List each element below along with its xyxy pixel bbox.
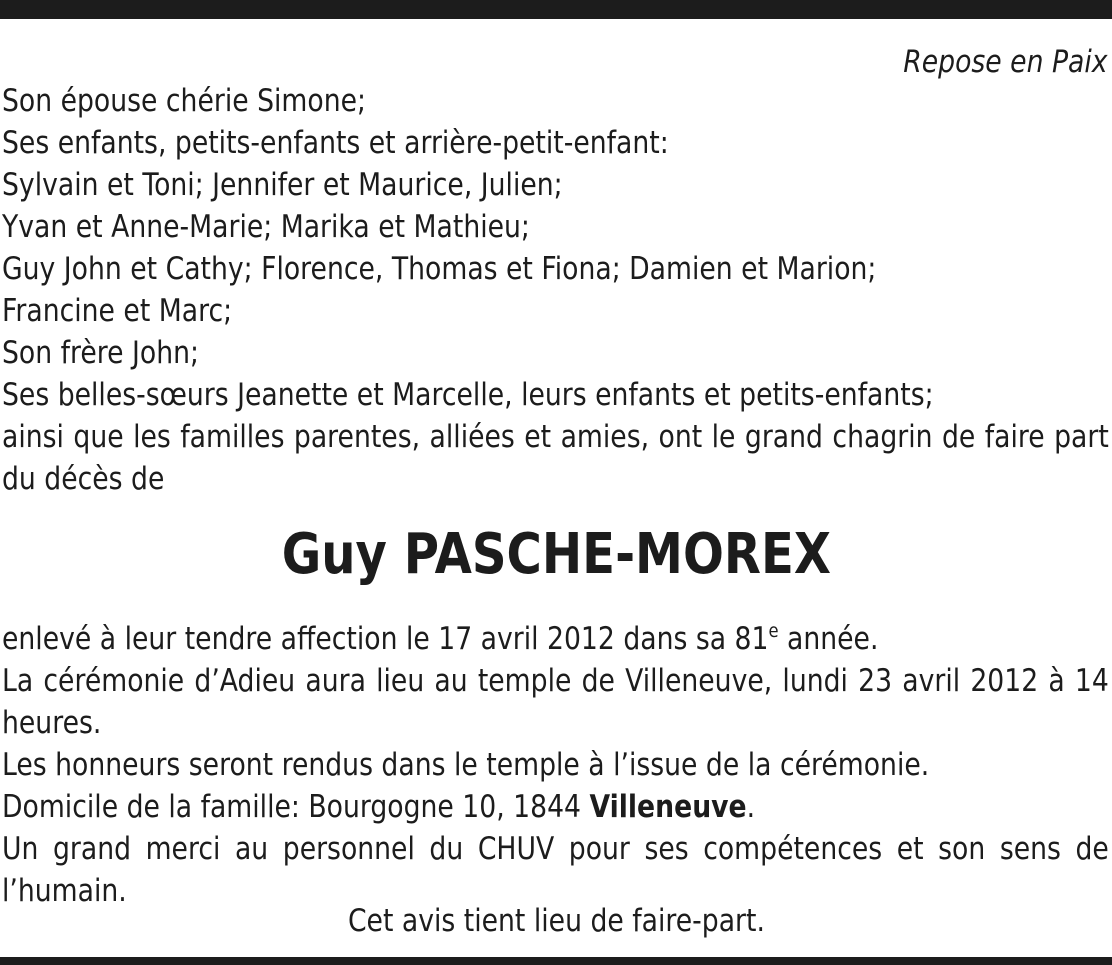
honours-line: Les honneurs seront rendus dans le temple à l’issue de la cérémonie. bbox=[2, 747, 930, 783]
domicile-line bbox=[2, 786, 1109, 828]
ordinal-suffix: e bbox=[768, 620, 779, 642]
domicile-town: Villeneuve bbox=[589, 789, 747, 825]
family-line: Sylvain et Toni; Jennifer et Maurice, Julien; bbox=[2, 167, 563, 203]
domicile-end: . bbox=[746, 789, 756, 825]
family-line: Son épouse chérie Simone; bbox=[2, 83, 367, 119]
bottom-rule bbox=[0, 957, 1112, 965]
ceremony-line: La cérémonie d’Adieu aura lieu au temple de Villeneuve, lundi 23 avril 2012 à 14 heures. bbox=[2, 663, 1109, 741]
death-line bbox=[2, 610, 1109, 660]
family-list bbox=[2, 80, 1109, 500]
family-line: Ses belles-sœurs Jeanette et Marcelle, leurs enfants et petits-enfants; bbox=[2, 377, 934, 413]
family-line: Francine et Marc; bbox=[2, 293, 233, 329]
top-rule bbox=[0, 0, 1112, 19]
motto: Repose en Paix bbox=[903, 44, 1108, 80]
domicile-text: Domicile de la famille: Bourgogne 10, 1844 bbox=[2, 789, 590, 825]
footer-text: Cet avis tient lieu de faire-part. bbox=[347, 903, 765, 939]
family-line: Ses enfants, petits-enfants et arrière-petit-enfant: bbox=[2, 125, 669, 161]
footer-note bbox=[0, 900, 1112, 942]
funeral-details bbox=[2, 610, 1109, 912]
death-text-end: année. bbox=[778, 621, 879, 657]
family-line: Guy John et Cathy; Florence, Thomas et Fiona; Damien et Marion; bbox=[2, 251, 877, 287]
family-line: Yvan et Anne-Marie; Marika et Mathieu; bbox=[2, 209, 530, 245]
family-line: Son frère John; bbox=[2, 335, 199, 371]
deceased-name bbox=[0, 520, 1112, 590]
death-text: enlevé à leur tendre affection le 17 avril 2012 dans sa 81 bbox=[2, 621, 769, 657]
thanks-line: Un grand merci au personnel du CHUV pour ses compétences et son sens de l’humain. bbox=[2, 831, 1109, 909]
deceased-name-text: Guy PASCHE-MOREX bbox=[281, 522, 831, 587]
announcement-text: ainsi que les familles parentes, alliées et amies, ont le grand chagrin de faire part du décès de bbox=[2, 419, 1109, 497]
